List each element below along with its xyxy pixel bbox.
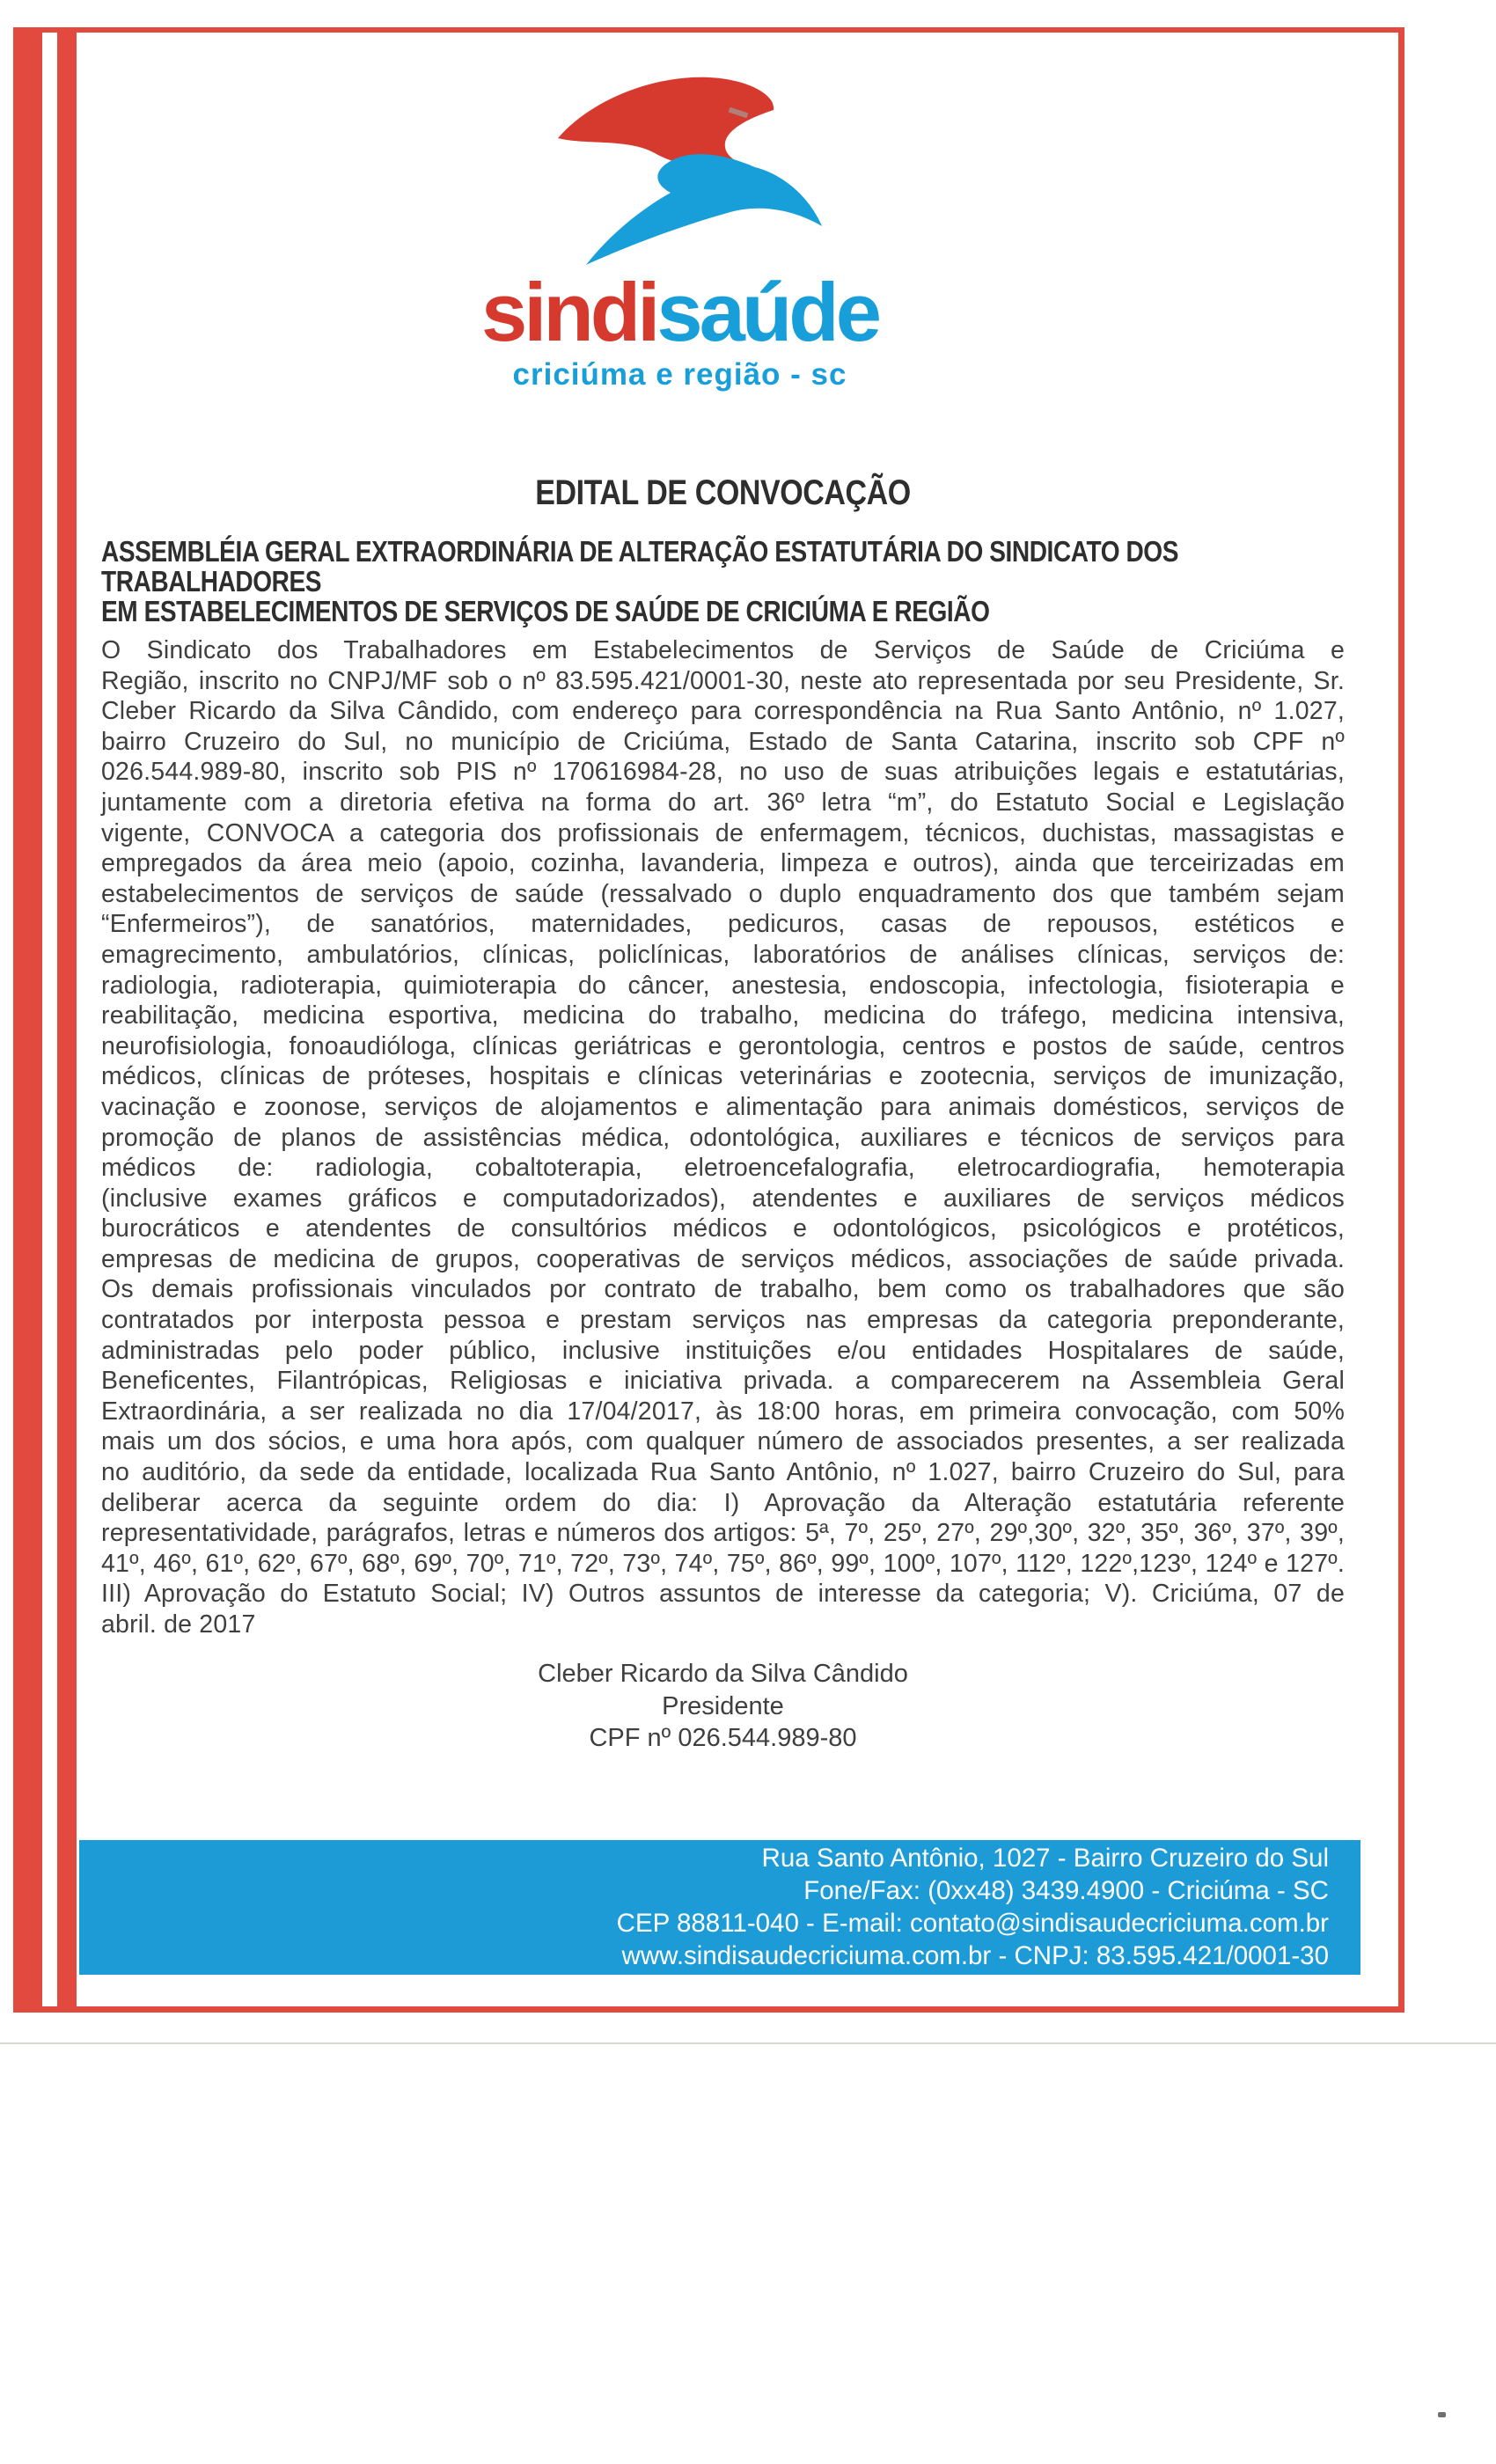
logo-wordmark <box>0 266 1360 358</box>
scan-speck <box>1438 2412 1446 2417</box>
body-line: 41º, 46º, 61º, 62º, 67º, 68º, 69º, 70º, 71º, 72º, 73º, 74º, 75º, 86º, 99º, 100º, 107º, 112º, 122º,123º, 124º e 127º. <box>101 1549 1345 1578</box>
signature-role: Presidente <box>662 1691 784 1720</box>
body-line: no auditório, da sede da entidade, localizada Rua Santo Antônio, nº 1.027, bairro Cruzeiro do Sul, para <box>101 1458 1345 1487</box>
document-body <box>101 635 1345 1640</box>
body-line: Beneficentes, Filantrópicas, Religiosas e iniciativa privada. a comparecerem na Assembleia Geral <box>101 1367 1345 1396</box>
swoosh-blue-shape <box>586 154 822 265</box>
footer-line-address: Rua Santo Antônio, 1027 - Bairro Cruzeiro do Sul <box>761 1844 1329 1873</box>
body-line: representatividade, parágrafos, letras e números dos artigos: 5ª, 7º, 25º, 27º, 29º,30º, 32º, 35º, 36º, 37º, 39º, <box>101 1519 1345 1548</box>
heading-line-1: ASSEMBLÉIA GERAL EXTRAORDINÁRIA DE ALTERAÇÃO ESTATUTÁRIA DO SINDICATO DOS TRABALHADORES <box>101 535 1178 598</box>
body-line: burocráticos e atendentes de consultórios médicos e odontológicos, psicológicos e protéticos, <box>101 1214 1345 1243</box>
document-title: EDITAL DE CONVOCAÇÃO <box>535 473 911 512</box>
body-line-last: abril. de 2017 <box>101 1610 256 1639</box>
body-line: emagrecimento, ambulatórios, clínicas, policlínicas, laboratórios de análises clínicas, serviços de: <box>101 940 1345 969</box>
sindisaude-swoosh-icon <box>553 70 827 268</box>
body-line: “Enfermeiros”), de sanatórios, maternidades, pedicuros, casas de repousos, estéticos e <box>101 910 1345 939</box>
scan-page-edge-line <box>0 2042 1496 2044</box>
body-line: 026.544.989-80, inscrito sob PIS nº 170616984-28, no uso de suas atribuições legais e estatutárias, <box>101 758 1345 787</box>
body-line: estabelecimentos de serviços de saúde (ressalvado o duplo enquadramento dos que também sejam <box>101 879 1345 908</box>
body-line: promoção de planos de assistências médica, odontológica, auxiliares e técnicos de serviços para <box>101 1123 1345 1152</box>
heading-line-2: EM ESTABELECIMENTOS DE SERVIÇOS DE SAÚDE DE CRICIÚMA E REGIÃO <box>101 595 990 627</box>
footer-address-text <box>79 1842 1329 1972</box>
bottom-border-line <box>13 2006 1404 2013</box>
body-line: Cleber Ricardo da Silva Cândido, com endereço para correspondência na Rua Santo Antônio, nº 1.027, <box>101 697 1345 726</box>
body-line: (inclusive exames gráficos e computadorizados), atendentes e auxiliares de serviços médicos <box>101 1184 1345 1213</box>
logo-wordmark-sindi: sindi <box>480 266 657 358</box>
body-line: médicos, clínicas de próteses, hospitais e clínicas veterinárias e zootecnia, serviços de imunização, <box>101 1062 1345 1091</box>
document-subject-heading <box>101 537 1343 627</box>
body-line: Os demais profissionais vinculados por contrato de trabalho, bem como os trabalhadores que são <box>101 1275 1345 1304</box>
body-line: juntamente com a diretoria efetiva na forma do art. 36º letra “m”, do Estatuto Social e Legislação <box>101 788 1345 817</box>
body-line: vacinação e zoonose, serviços de alojamentos e alimentação para animais domésticos, serviços de <box>101 1092 1345 1121</box>
body-line: bairro Cruzeiro do Sul, no município de Criciúma, Estado de Santa Catarina, inscrito sob CPF nº <box>101 727 1345 756</box>
logo-subtitle: criciúma e região - sc <box>512 357 847 392</box>
body-line: deliberar acerca da seguinte ordem do dia: I) Aprovação da Alteração estatutária referente <box>101 1488 1345 1517</box>
body-line: Região, inscrito no CNPJ/MF sob o nº 83.595.421/0001-30, neste ato representada por seu Presidente, Sr. <box>101 666 1345 695</box>
swoosh-red-shape <box>558 77 774 169</box>
body-line: neurofisiologia, fonoaudióloga, clínicas geriátricas e gerontologia, centros e postos de saúde, centros <box>101 1031 1345 1060</box>
body-line: O Sindicato dos Trabalhadores em Estabelecimentos de Serviços de Saúde de Criciúma e <box>101 636 1345 664</box>
body-line: Extraordinária, a ser realizada no dia 17/04/2017, às 18:00 horas, em primeira convocação, com 50% <box>101 1397 1345 1426</box>
footer-address-band <box>79 1840 1360 1975</box>
body-line: médicos de: radiologia, cobaltoterapia, eletroencefalografia, eletrocardiografia, hemoterapia <box>101 1154 1345 1183</box>
body-line: empregados da área meio (apoio, cozinha, lavanderia, limpeza e outros), ainda que terceirizadas em <box>101 849 1345 878</box>
body-line: vigente, CONVOCA a categoria dos profissionais de enfermagem, técnicos, duchistas, massagistas e <box>101 818 1345 847</box>
signature-cpf: CPF nº 026.544.989-80 <box>589 1724 857 1752</box>
footer-line-website: www.sindisaudecriciuma.com.br - CNPJ: 83.595.421/0001-30 <box>621 1941 1329 1970</box>
top-border-line <box>13 27 1404 33</box>
body-line: III) Aprovação do Estatuto Social; IV) Outros assuntos de interesse da categoria; V). Criciúma, 07 de <box>101 1580 1345 1609</box>
body-line: administradas pelo poder público, inclusive instituições e/ou entidades Hospitalares de saúde, <box>101 1336 1345 1365</box>
logo-wordmark-saude: saúde <box>656 266 879 358</box>
footer-line-phone: Fone/Fax: (0xx48) 3439.4900 - Criciúma - SC <box>803 1876 1329 1905</box>
signature-block <box>101 1658 1345 1755</box>
body-line: radiologia, radioterapia, quimioterapia do câncer, anestesia, endoscopia, infectologia, fisioterapia e <box>101 971 1345 1000</box>
body-line: mais um dos sócios, e uma hora após, com qualquer número de associados presentes, a ser realizada <box>101 1427 1345 1456</box>
footer-line-email: CEP 88811-040 - E-mail: contato@sindisaudecriciuma.com.br <box>616 1909 1329 1938</box>
body-line: reabilitação, medicina esportiva, medicina do trabalho, medicina do tráfego, medicina intensiva, <box>101 1001 1345 1030</box>
right-border-line <box>1398 27 1404 2013</box>
body-line: empresas de medicina de grupos, cooperativas de serviços médicos, associações de saúde privada. <box>101 1244 1345 1273</box>
signature-name: Cleber Ricardo da Silva Cândido <box>538 1660 908 1688</box>
body-line: contratados por interposta pessoa e prestam serviços nas empresas da categoria preponderante, <box>101 1306 1345 1335</box>
